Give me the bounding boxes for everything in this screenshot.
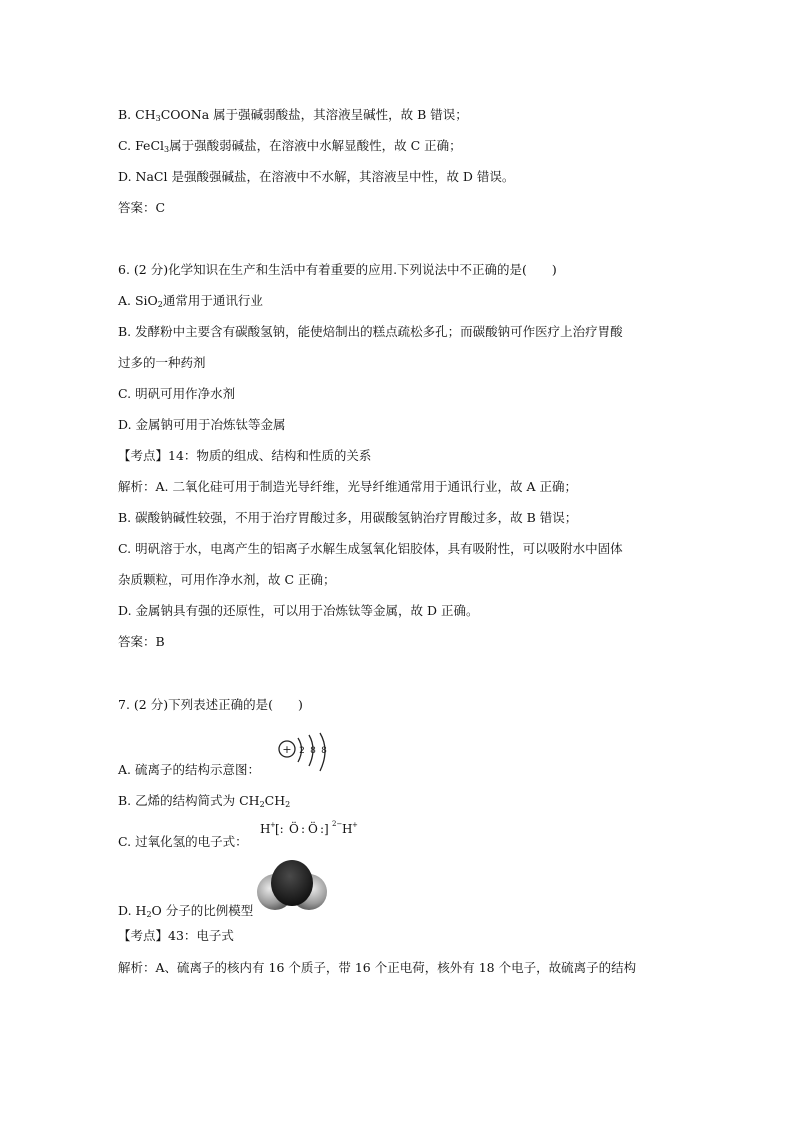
formula-h-left: H	[260, 822, 271, 836]
q7-option-d: D. $H_2O$ 分子的比例模型	[118, 903, 254, 919]
shell-3-count: 8	[321, 746, 327, 756]
nucleus-sign: +	[282, 743, 292, 756]
q6-analysis-d: D. 金属钠具有强的还原性，可以用于冶炼钛等金属，故 D 正确。	[118, 603, 479, 618]
q7-stem: 7. (2 分)下列表述正确的是( )	[118, 697, 303, 712]
prev-option-b: B. $CH_3COONa$ 属于强碱弱酸盐，其溶液呈碱性，故 B 错误；	[118, 107, 468, 123]
q6-analysis-a: 解析：A. 二氧化硅可用于制造光导纤维，光导纤维通常用于通讯行业，故 A 正确；	[118, 479, 577, 494]
water-space-filling-model	[254, 855, 330, 917]
formula-o-2: Ö	[308, 822, 318, 836]
prev-option-d: D. NaCl 是强酸强碱盐，在溶液中不水解，其溶液呈中性，故 D 错误。	[118, 169, 515, 184]
q7-option-b: B. 乙烯的结构简式为 $CH_2CH_2$	[118, 793, 291, 809]
q6-kaodian: 【考点】14：物质的组成、结构和性质的关系	[118, 448, 372, 463]
q6-answer: 答案：B	[118, 634, 165, 649]
formula-o-1: Ö	[289, 822, 299, 836]
q6-option-b-line1: B. 发酵粉中主要含有碳酸氢钠，能使焙制出的糕点疏松多孔；而碳酸钠可作医疗上治疗胃酸	[118, 324, 623, 339]
formula-bracket-open: [:	[275, 822, 284, 836]
formula-bracket-close: :]	[320, 822, 329, 836]
q6-option-b-line2: 过多的一种药剂	[118, 355, 206, 370]
q6-option-c: C. 明矾可用作净水剂	[118, 386, 236, 401]
q6-analysis-b: B. 碳酸钠碱性较强，不用于治疗胃酸过多，用碳酸氢钠治疗胃酸过多，故 B 错误；	[118, 510, 578, 525]
oxygen-atom	[271, 860, 313, 906]
formula-plus-left: +	[270, 821, 276, 829]
q7-kaodian: 【考点】43：电子式	[118, 928, 234, 943]
q6-option-d: D. 金属钠可用于冶炼钛等金属	[118, 417, 286, 432]
prev-answer: 答案：C	[118, 200, 166, 215]
formula-h-right: H	[342, 822, 353, 836]
h2o2-electron-formula	[260, 818, 360, 840]
formula-colon: :	[301, 822, 306, 836]
formula-plus-right: +	[352, 821, 358, 829]
q6-option-a: A. SiO$_2$通常用于通讯行业	[118, 293, 263, 309]
q7-option-a: A. 硫离子的结构示意图：	[118, 762, 260, 777]
prev-option-c: C. FeCl$_3$属于强酸弱碱盐，在溶液中水解显酸性，故 C 正确；	[118, 138, 462, 154]
shell-1-count: 2	[299, 746, 305, 756]
formula-charge: 2−	[332, 820, 343, 828]
q6-stem: 6. (2 分)化学知识在生产和生活中有着重要的应用.下列说法中不正确的是( )	[118, 262, 557, 277]
q7-option-c: C. 过氧化氢的电子式：	[118, 834, 248, 849]
sulfide-ion-diagram	[276, 732, 340, 774]
shell-2-count: 8	[310, 746, 316, 756]
q7-analysis: 解析：A、硫离子的核内有 16 个质子，带 16 个正电荷，核外有 18 个电子，故硫离子的结构	[118, 960, 637, 975]
q6-analysis-c-line2: 杂质颗粒，可用作净水剂，故 C 正确；	[118, 572, 336, 587]
q6-analysis-c-line1: C. 明矾溶于水，电离产生的铝离子水解生成氢氧化铝胶体，具有吸附性，可以吸附水中固体	[118, 541, 623, 556]
